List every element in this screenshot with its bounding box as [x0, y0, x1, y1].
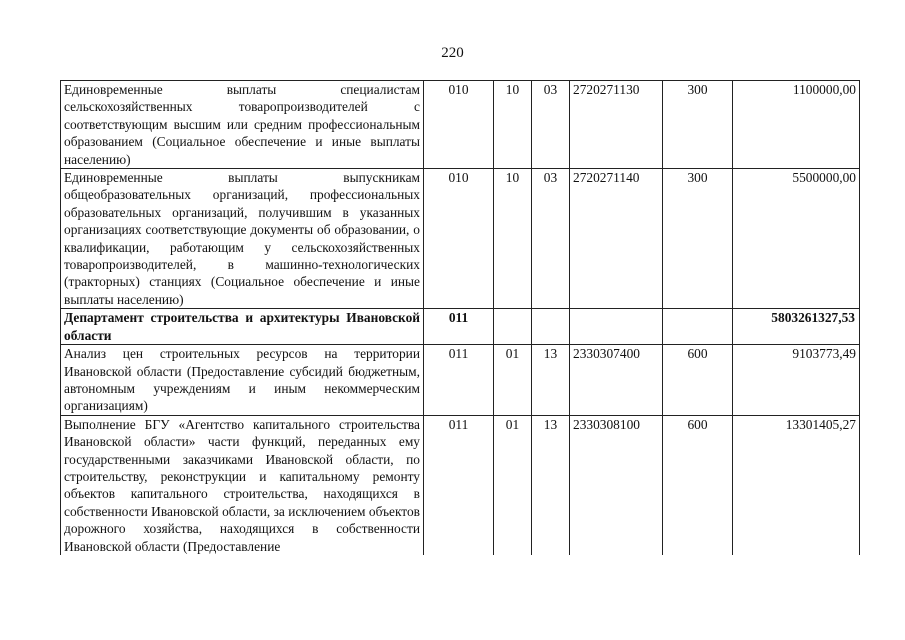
row-amount: 5500000,00: [733, 169, 860, 309]
row-expense-type: 600: [663, 415, 733, 555]
row-section: 10: [494, 169, 532, 309]
row-amount: 9103773,49: [733, 345, 860, 416]
row-code: 011: [424, 345, 494, 416]
row-code: 011: [424, 415, 494, 555]
department-code: 011: [424, 309, 494, 345]
row-subsection: [532, 309, 570, 345]
table-row: [61, 415, 860, 555]
department-row: [61, 309, 860, 345]
row-expense-type: 300: [663, 81, 733, 169]
table-row: [61, 169, 860, 309]
row-subsection: 03: [532, 169, 570, 309]
table-row: [61, 81, 860, 169]
department-total: 5803261327,53: [733, 309, 860, 345]
row-section: 01: [494, 345, 532, 416]
row-description: Единовременные выплаты выпускникам общеобразовательных организаций, профессиональных образовательных организаций, получившим в указанных организациях соответствующие документы об образовании, о квалификации, работающим у сельскохозяйственных товаропроизводителей, в машинно-технологических (тракторных) станциях (Социальное обеспечение и иные выплаты населению): [61, 169, 424, 309]
row-target-article: 2330307400: [570, 345, 663, 416]
row-section: [494, 309, 532, 345]
row-amount: 1100000,00: [733, 81, 860, 169]
row-expense-type: 300: [663, 169, 733, 309]
row-expense-type: 600: [663, 345, 733, 416]
row-description: Анализ цен строительных ресурсов на территории Ивановской области (Предоставление субсидий бюджетным, автономным учреждениям и иным некоммерческим организациям): [61, 345, 424, 416]
table-row: [61, 345, 860, 416]
row-section: 01: [494, 415, 532, 555]
row-amount: 13301405,27: [733, 415, 860, 555]
row-description: Единовременные выплаты специалистам сельскохозяйственных товаропроизводителей с соответствующим высшим или средним профессиональным образованием (Социальное обеспечение и иные выплаты населению): [61, 81, 424, 169]
page-number: 220: [441, 45, 464, 61]
row-target-article: [570, 309, 663, 345]
department-name: Департамент строительства и архитектуры Ивановской области: [61, 309, 424, 345]
row-code: 010: [424, 169, 494, 309]
row-target-article: 2330308100: [570, 415, 663, 555]
row-code: 010: [424, 81, 494, 169]
budget-table: [60, 80, 860, 555]
row-subsection: 13: [532, 415, 570, 555]
row-target-article: 2720271130: [570, 81, 663, 169]
row-target-article: 2720271140: [570, 169, 663, 309]
row-subsection: 03: [532, 81, 570, 169]
row-subsection: 13: [532, 345, 570, 416]
row-description: Выполнение БГУ «Агентство капитального строительства Ивановской области» части функций, переданных ему государственными заказчиками Ивановской области, по строительству, реконструкции и капитальному ремонту объектов капитального строительства, находящихся в собственности Ивановской области, за исключением объектов дорожного хозяйства, находящихся в собственности Ивановской области (Предоставление: [61, 415, 424, 555]
row-section: 10: [494, 81, 532, 169]
row-expense-type: [663, 309, 733, 345]
